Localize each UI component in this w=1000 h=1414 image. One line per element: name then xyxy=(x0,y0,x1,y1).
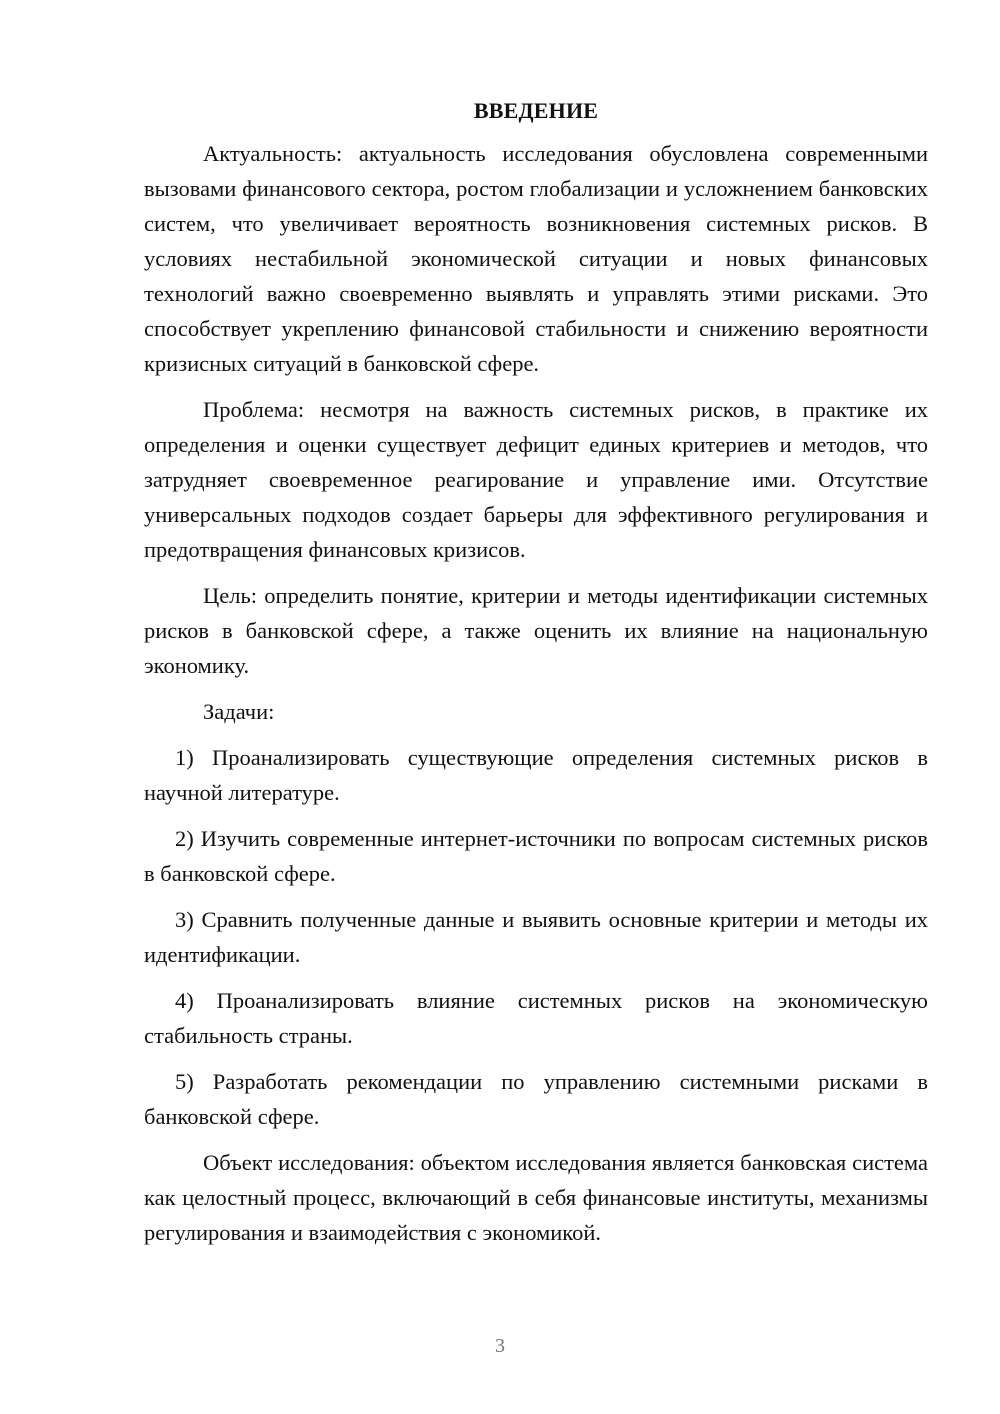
section-title: ВВЕДЕНИЕ xyxy=(473,98,599,123)
task-item-5: 5) Разработать рекомендации по управлению системными рисками в банковской сфере. xyxy=(144,1069,928,1129)
task-item-1: 1) Проанализировать существующие определения системных рисков в научной литературе. xyxy=(144,745,928,805)
goal-paragraph: Цель: определить понятие, критерии и методы идентификации системных рисков в банковской сфере, а также оценить их влияние на национальную экономику. xyxy=(144,583,928,678)
tasks-heading: Задачи: xyxy=(203,699,275,724)
relevance-paragraph: Актуальность: актуальность исследования обусловлена современными вызовами финансового сектора, ростом глобализации и усложнением банковских систем, что увеличивает вероятность возникновения системных рисков. В условиях нестабильной экономической ситуации и новых финансовых технологий важно своевременно выявлять и управлять этими рисками. Это способствует укреплению финансовой стабильности и снижению вероятности кризисных ситуаций в банковской сфере. xyxy=(144,141,928,376)
object-paragraph: Объект исследования: объектом исследования является банковская система как целостный процесс, включающий в себя финансовые институты, механизмы регулирования и взаимодействия с экономикой. xyxy=(144,1150,928,1245)
document-body xyxy=(144,96,928,1250)
task-item-3: 3) Сравнить полученные данные и выявить основные критерии и методы их идентификации. xyxy=(144,907,928,967)
task-item-2: 2) Изучить современные интернет-источники по вопросам системных рисков в банковской сфере. xyxy=(144,826,928,886)
problem-paragraph: Проблема: несмотря на важность системных рисков, в практике их определения и оценки существует дефицит единых критериев и методов, что затрудняет своевременное реагирование и управление ими. Отсутствие универсальных подходов создает барьеры для эффективного регулирования и предотвращения финансовых кризисов. xyxy=(144,397,928,562)
task-item-4: 4) Проанализировать влияние системных рисков на экономическую стабильность страны. xyxy=(144,988,928,1048)
page-number: 3 xyxy=(495,1335,505,1357)
